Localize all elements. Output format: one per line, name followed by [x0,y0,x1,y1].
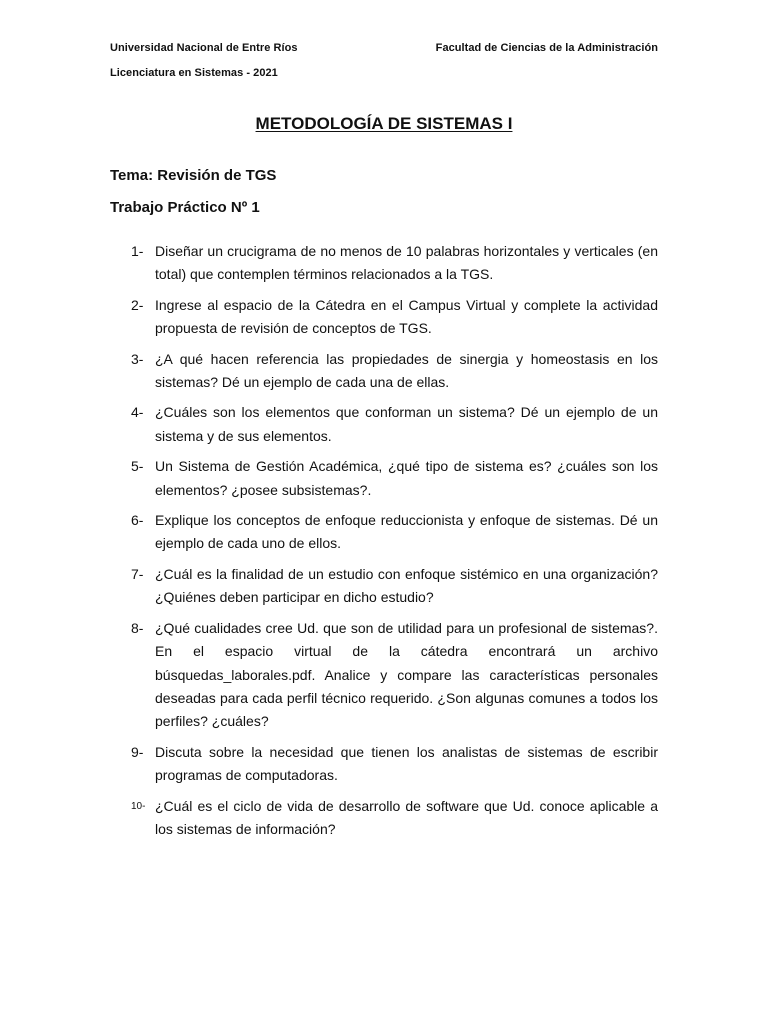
title-text: METODOLOGÍA DE SISTEMAS I [255,114,513,133]
question-number: 9- [131,743,144,760]
question-text: ¿Cuál es la finalidad de un estudio con enfoque sistémico en una organización? ¿Quiénes deben participar en dicho estudio? [155,565,658,606]
question-text: Diseñar un crucigrama de no menos de 10 palabras horizontales y verticales (en total) que contemplen términos relacionados a la TGS. [155,243,658,283]
question-number: 2- [131,296,144,313]
question-text: ¿Cuál es el ciclo de vida de desarrollo de software que Ud. conoce aplicable a los sistemas de información? [155,797,658,837]
program-name: Licenciatura en Sistemas - 2021 [110,67,278,79]
faculty-name: Facultad de Ciencias de la Administración [435,42,658,54]
question-item [110,401,658,448]
question-text: Ingrese al espacio de la Cátedra en el Campus Virtual y complete la actividad propuesta de revisión de conceptos de TGS. [155,296,658,337]
question-item [110,240,658,287]
document-title [0,114,768,134]
question-number: 10- [131,800,146,812]
question-item [110,563,658,610]
question-text: ¿Qué cualidades cree Ud. que son de utilidad para un profesional de sistemas?. En el espacio virtual de la cátedra encontrará un archivo búsquedas_laborales.pdf. Analice y compare las características personales deseadas para cada perfil técnico requerido. ¿Son algunas comunes a todos los perfiles? ¿cuáles? [155,619,658,730]
question-number: 6- [131,512,144,529]
question-text: Explique los conceptos de enfoque reduccionista y enfoque de sistemas. Dé un ejemplo de cada uno de ellos. [155,512,658,552]
question-item [110,348,658,395]
question-item [110,795,658,842]
question-number: 1- [131,243,144,259]
question-text: ¿A qué hacen referencia las propiedades de sinergia y homeostasis en los sistemas? Dé un ejemplo de cada una de ellas. [155,350,658,391]
topic-heading: Tema: Revisión de TGS [110,167,277,184]
question-number: 4- [131,404,144,421]
university-name: Universidad Nacional de Entre Ríos [110,42,298,54]
question-list [110,240,658,848]
question-number: 5- [131,458,144,475]
question-item [110,617,658,734]
question-item [110,741,658,788]
question-item [110,455,658,502]
question-item [110,294,658,341]
question-item [110,509,658,556]
question-text: Discuta sobre la necesidad que tienen los analistas de sistemas de escribir programas de computadoras. [155,743,658,784]
question-number: 7- [131,565,144,582]
question-text: ¿Cuáles son los elementos que conforman un sistema? Dé un ejemplo de un sistema y de sus elementos. [155,404,658,444]
question-text: Un Sistema de Gestión Académica, ¿qué tipo de sistema es? ¿cuáles son los elementos? ¿posee subsistemas?. [155,458,658,498]
question-number: 3- [131,350,144,367]
practical-heading: Trabajo Práctico Nº 1 [110,199,260,216]
question-number: 8- [131,619,144,636]
